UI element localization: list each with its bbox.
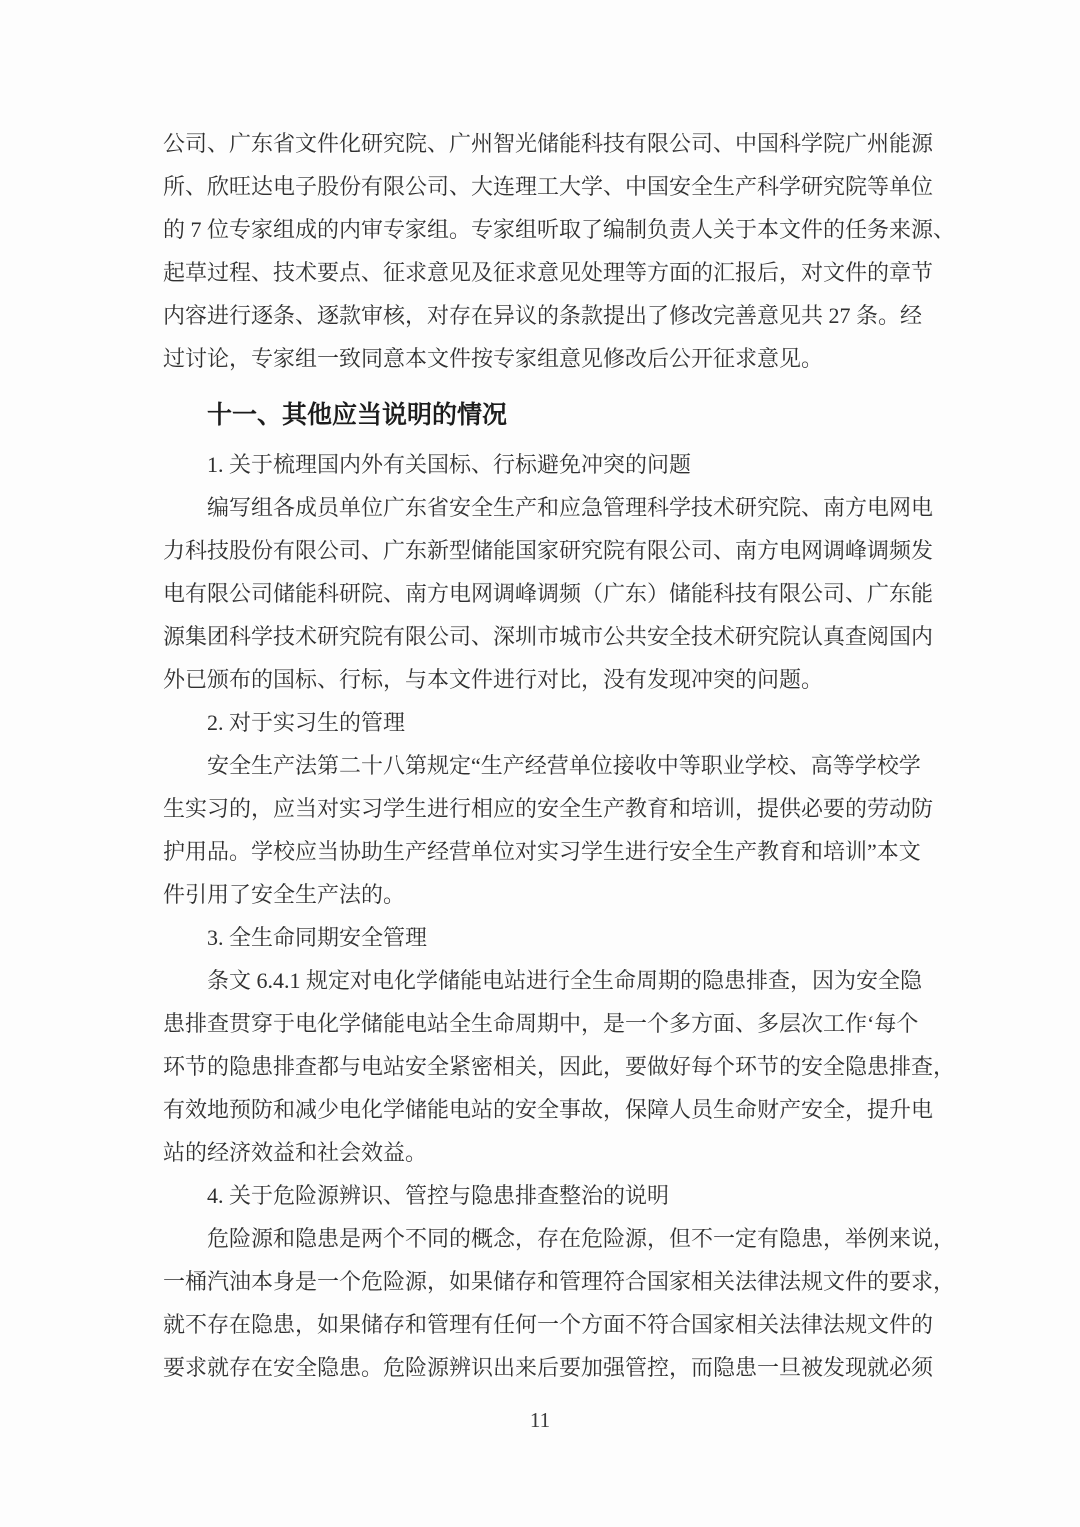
text-line: 站的经济效益和社会效益。 [163,1140,428,1165]
list-item-4: 4. 关于危险源辨识、管控与隐患排查整治的说明 [207,1183,670,1208]
text-line: 所、欣旺达电子股份有限公司、大连理工大学、中国安全生产科学研究院等单位 [163,174,934,199]
text-line: 护用品。学校应当协助生产经营单位对实习学生进行安全生产教育和培训”本文 [163,839,921,864]
text-line: 患排查贯穿于电化学储能电站全生命周期中，是一个多方面、多层次工作‘每个 [163,1011,919,1036]
document-body [163,122,956,1389]
text-line: 源集团科学技术研究院有限公司、深圳市城市公共安全技术研究院认真查阅国内 [163,624,934,649]
text-line: 就不存在隐患，如果储存和管理有任何一个方面不符合国家相关法律法规文件的 [163,1312,934,1337]
list-item-3: 3. 全生命同期安全管理 [207,925,428,950]
text-line: 外已颁布的国标、行标，与本文件进行对比，没有发现冲突的问题。 [163,667,824,692]
text-line: 的 7 位专家组成的内审专家组。专家组听取了编制负责人关于本文件的任务来源、 [163,217,956,242]
text-line: 环节的隐患排查都与电站安全紧密相关，因此，要做好每个环节的安全隐患排查， [163,1054,956,1079]
text-line: 内容进行逐条、逐款审核，对存在异议的条款提出了修改完善意见共 27 条。经 [163,303,923,328]
text-line: 起草过程、技术要点、征求意见及征求意见处理等方面的汇报后，对文件的章节 [163,260,934,285]
text-line: 公司、广东省文件化研究院、广州智光储能科技有限公司、中国科学院广州能源 [163,131,934,156]
text-line: 一桶汽油本身是一个危险源，如果储存和管理符合国家相关法律法规文件的要求， [163,1269,956,1294]
text-line: 电有限公司储能科研院、南方电网调峰调频（广东）储能科技有限公司、广东能 [163,581,934,606]
text-line: 条文 6.4.1 规定对电化学储能电站进行全生命周期的隐患排查，因为安全隐 [207,968,923,993]
text-line: 有效地预防和减少电化学储能电站的安全事故，保障人员生命财产安全，提升电 [163,1097,934,1122]
text-line: 要求就存在安全隐患。危险源辨识出来后要加强管控，而隐患一旦被发现就必须 [163,1355,934,1380]
text-line: 过讨论，专家组一致同意本文件按专家组意见修改后公开征求意见。 [163,346,824,371]
text-line: 安全生产法第二十八第规定“生产经营单位接收中等职业学校、高等学校学 [207,753,921,778]
text-line: 件引用了安全生产法的。 [163,882,406,907]
text-line: 生实习的，应当对实习学生进行相应的安全生产教育和培训，提供必要的劳动防 [163,796,934,821]
list-item-2: 2. 对于实习生的管理 [207,710,406,735]
text-line: 力科技股份有限公司、广东新型储能国家研究院有限公司、南方电网调峰调频发 [163,538,934,563]
text-line: 危险源和隐患是两个不同的概念，存在危险源，但不一定有隐患，举例来说， [207,1226,956,1251]
list-item-1: 1. 关于梳理国内外有关国标、行标避免冲突的问题 [207,452,692,477]
section-heading: 十一、其他应当说明的情况 [207,401,508,429]
page-number: 11 [529,1408,551,1432]
text-line: 编写组各成员单位广东省安全生产和应急管理科学技术研究院、南方电网电 [207,495,934,520]
